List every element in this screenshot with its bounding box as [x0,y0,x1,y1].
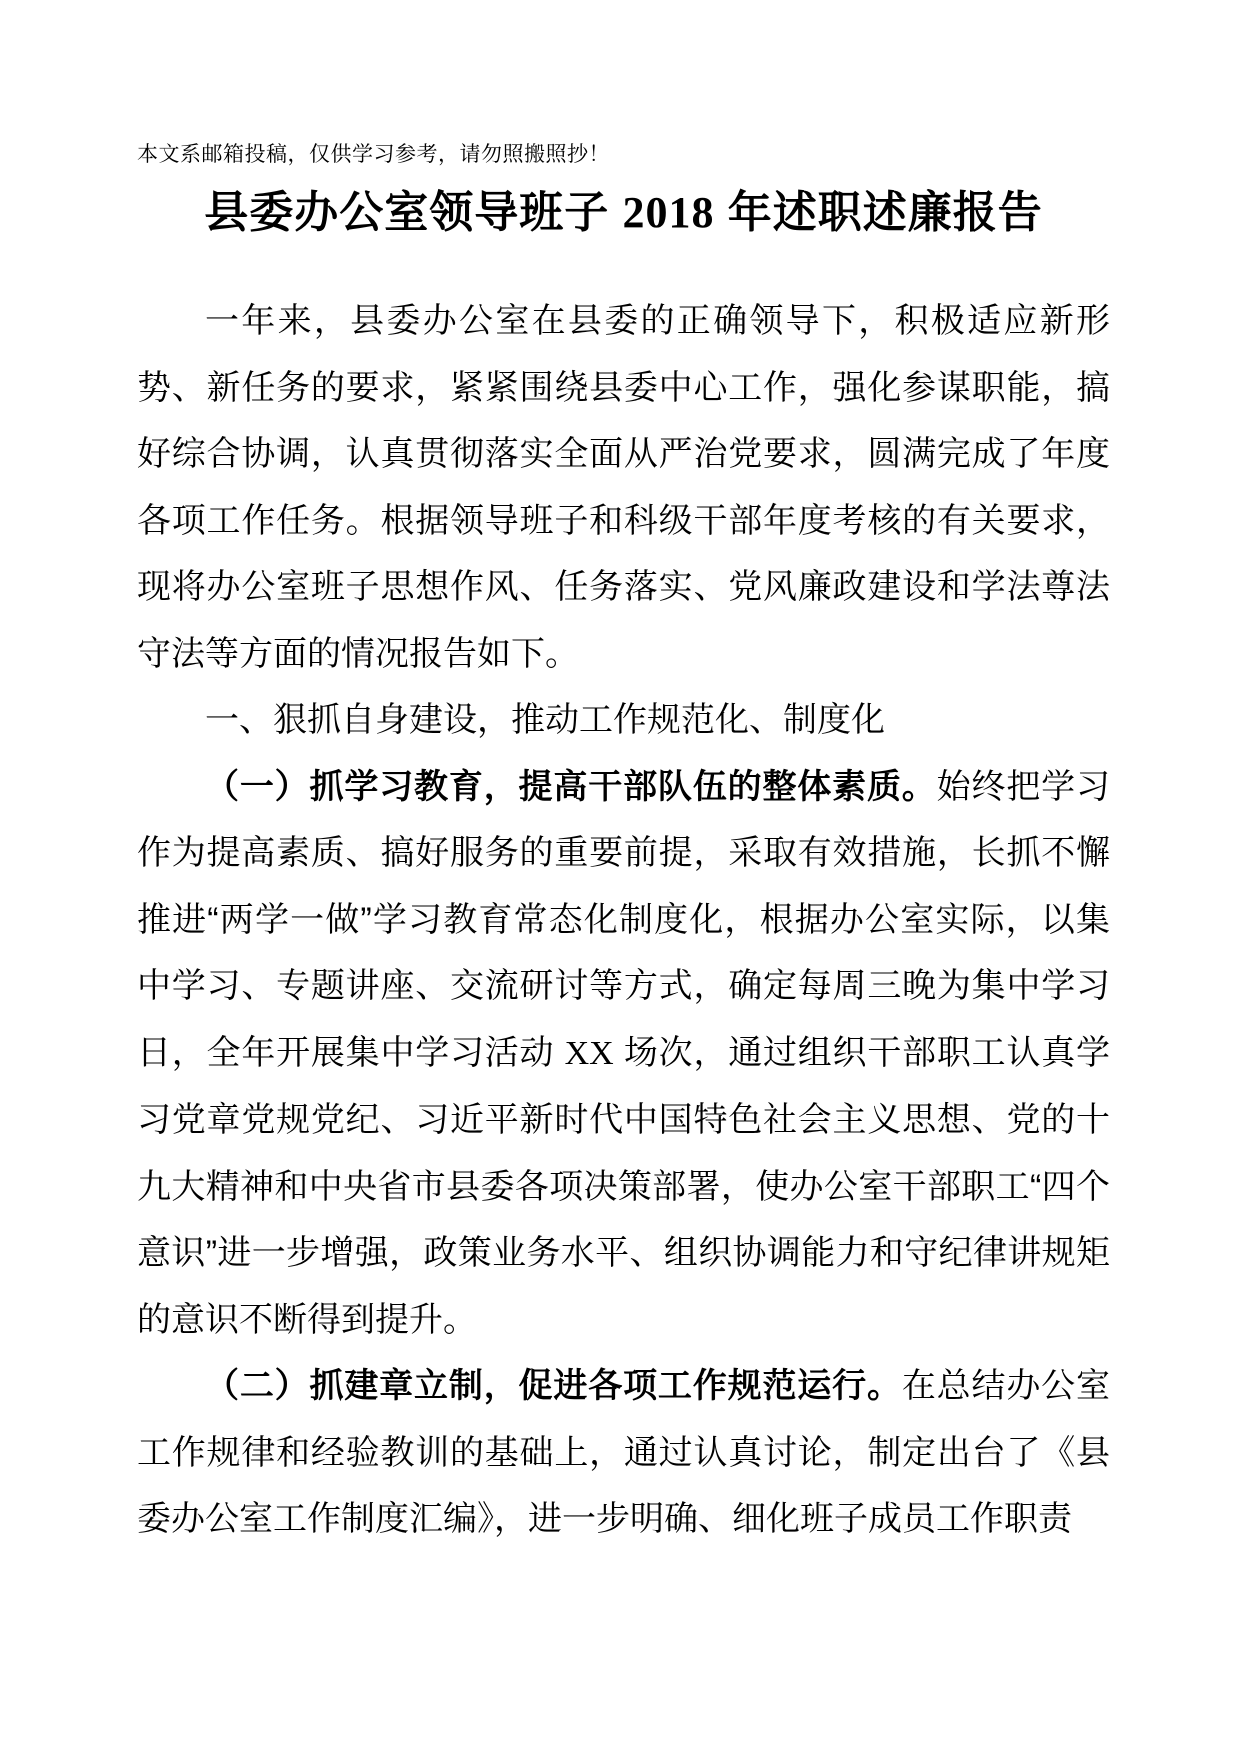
document-title [137,182,1110,244]
paragraph-sub-1-lead: （一）抓学习教育，提高干部队伍的整体素质。 [205,767,937,806]
title-text-pre: 县委办公室领导班子 [204,188,623,237]
paragraph-sub-1-count-placeholder: XX [564,1034,614,1072]
paragraph-sub-2 [137,1353,1110,1553]
paragraph-intro [137,288,1110,687]
paragraph-sub-2-text: 在总结办公室工作规律和经验教训的基础上，通过认真讨论，制定出台了《县委办公室工作制度汇编》，进一步明确、细化班子成员工作职责 [137,1367,1111,1538]
paragraph-intro-text: 一年来，县委办公室在县委的正确领导下，积极适应新形势、新任务的要求，紧紧围绕县委中心工作，强化参谋职能，搞好综合协调，认真贯彻落实全面从严治党要求，圆满完成了年度各项工作任务。根据领导班子和科级干部年度考核的有关要求，现将办公室班子思想作风、任务落实、党风廉政建设和学法尊法守法等方面的情况报告如下。 [137,302,1110,673]
document-body [137,288,1110,1553]
submission-note: 本文系邮箱投稿，仅供学习参考，请勿照搬照抄！ [137,143,610,166]
section-heading-1-text: 一、狠抓自身建设，推动工作规范化、制度化 [205,701,885,739]
paragraph-sub-1-text-b: 场次，通过组织干部职工认真学习党章党规党纪、习近平新时代中国特色社会主义思想、党的十九大精神和中央省市县委各项决策部署，使办公室干部职工“四个意识”进一步增强，政策业务水平、组织协调能力和守纪律讲规矩的意识不断得到提升。 [137,1033,1110,1339]
title-text-post: 年述职述廉报告 [714,188,1043,237]
paragraph-sub-2-lead: （二）抓建章立制，促进各项工作规范运行。 [205,1367,902,1405]
title-year: 2018 [622,188,715,237]
paragraph-sub-1-text-a: 始终把学习作为提高素质、搞好服务的重要前提，采取有效措施，长抓不懈推进“两学一做”学习教育常态化制度化，根据办公室实际，以集中学习、专题讲座、交流研讨等方式，确定每周三晚为集中学习日，全年开展集中学习活动 [137,767,1111,1072]
paragraph-sub-1 [137,754,1110,1354]
section-heading-1 [137,687,1110,754]
